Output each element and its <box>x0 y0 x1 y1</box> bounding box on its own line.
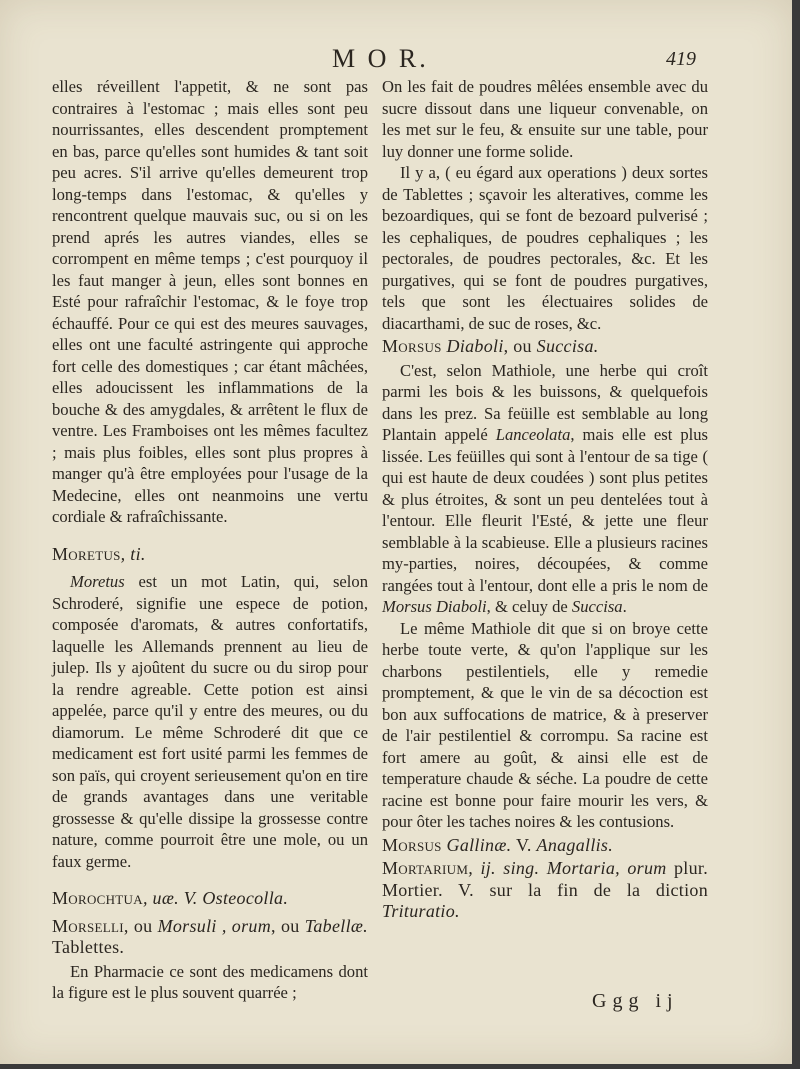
paragraph: En Pharmacie ce sont des medicamens dont la figure est le plus souvent quarrée ; <box>52 961 368 1002</box>
left-column <box>52 76 368 1004</box>
entry-heading-morselli: Morselli, ou Morsuli , orum, ou Tabellæ. Tablettes. <box>52 915 368 957</box>
paragraph: elles réveillent l'appetit, & ne sont pas contraires à l'estomac ; mais elles sont peu nourrissantes, elles descendent promptement en bas, parce qu'elles sont humides & tant soit peu acres. S'il arrive qu'elles demeurent trop long-temps dans l'estomac, & qu'elles y rencontrent quelque mauvais suc, ou si on les prend aprés les autres viandes, elles se corrompent en même temps ; c'est pourquoy il les faut manger à jeun, elles sont bonnes en Esté pour rafraîchir l'estomac, & le foye trop échauffé. Pour ce qui est des meures sauvages, elles ont une faculté astringente qui approche fort celle des domestiques ; car étant mâchées, elles adoucissent les inflammations de la bouche & des amygdales, & arrêtent le flux de ventre. Les Framboises ont les mêmes facultez ; mais plus foibles, elles sont plus propres à manger qu'à être employées pour l'usage de la Medecine, elles ont neanmoins une vertu cordiale & rafraîchissante. <box>52 77 368 526</box>
paragraph: On les fait de poudres mêlées ensemble avec du sucre dissout dans une liqueur convenable, on les met sur le feu, & ensuite sur une table, pour luy donner une forme solide. <box>382 77 708 161</box>
entry-heading-morsus: Morsus Diaboli, ou Succisa. <box>382 336 599 356</box>
paragraph: Il y a, ( eu égard aux operations ) deux sortes de Tablettes ; sçavoir les alteratives, comme les bezoardiques, qui se font de bezoard pulverisé ; les cephaliques, de poudres cephaliques ; les pectorales, de poudres pectorales, &c. Et les purgatives, qui se font de poudres purgatives, tels que sont les électuaires solides de diacarthami, de suc de roses, &c. <box>382 163 708 333</box>
signature-mark: Ggg ij <box>592 990 679 1012</box>
entry-heading-moretus: Moretus, ti. <box>52 543 146 564</box>
entry-heading-morsus-gallinae: Morsus Gallinæ. V. Anagallis. <box>382 834 614 855</box>
paragraph: C'est, selon Mathiole, une herbe qui croît parmi les bois & les buissons, & quelquefois dans les prez. Sa feüille est semblable au long Plantain appelé Lanceolata, mais elle est plus lissée. Les feüilles qui sont à l'entour de sa tige ( qui est haute de deux coudées ) sont plus petites & plus étroites, & sont un peu dentelées tout à l'entour. Elle fleurit l'Esté, & jette une fleur semblable à la scabieuse. Elle a plusieurs racines my-parties, noires, découpées, & comme rangées tout à l'entour, dont elle a pris le nom de Morsus Diaboli, & celuy de Succisa. <box>382 360 708 616</box>
entry-heading-morochtua: Morochtua, uæ. V. Osteocolla. <box>52 888 289 908</box>
paragraph: Le même Mathiole dit que si on broye cette herbe toute verte, & qu'on l'applique sur les charbons pestilentiels, elle y remedie promptement, & que le vin de sa décoction est bon aux suffocations de matrice, & à preserver de l'air pestilentiel & corrompu. Sa racine est fort amere au goût, & ainsi elle est de temperature chaude & séche. La poudre de cette racine est bonne pour faire mourir les vers, & pour ôter les taches noires & les contusions. <box>382 618 708 831</box>
paragraph: Moretus est un mot Latin, qui, selon Schroderé, signifie une espece de potion, composée d'aromats, & autres confortatifs, laquelle les Allemands prennent au lieu de julep. Ils y ajoûtent du sucre ou du sirop pour la rendre agreable. Cette potion est ainsi appelée, parce qu'il y entre des meures, ou du diamorum. Le même Schroderé dit que ce medicament est fort usité parmi les femmes de son païs, qui croyent serieusement qu'on en tire de grands avantages dans une veritable grossesse & qu'elle dissipe la grossesse contre nature, comme pourroit être une mole, ou un faux germe. <box>52 572 368 871</box>
entry-heading-mortarium: Mortarium, ij. sing. Mortaria, orum plur. Mortier. V. sur la fin de la diction Trituratio. <box>382 858 708 921</box>
right-column <box>382 76 708 925</box>
page-header <box>0 44 792 80</box>
page-number: 419 <box>666 48 696 70</box>
running-head: M O R. <box>332 44 429 73</box>
